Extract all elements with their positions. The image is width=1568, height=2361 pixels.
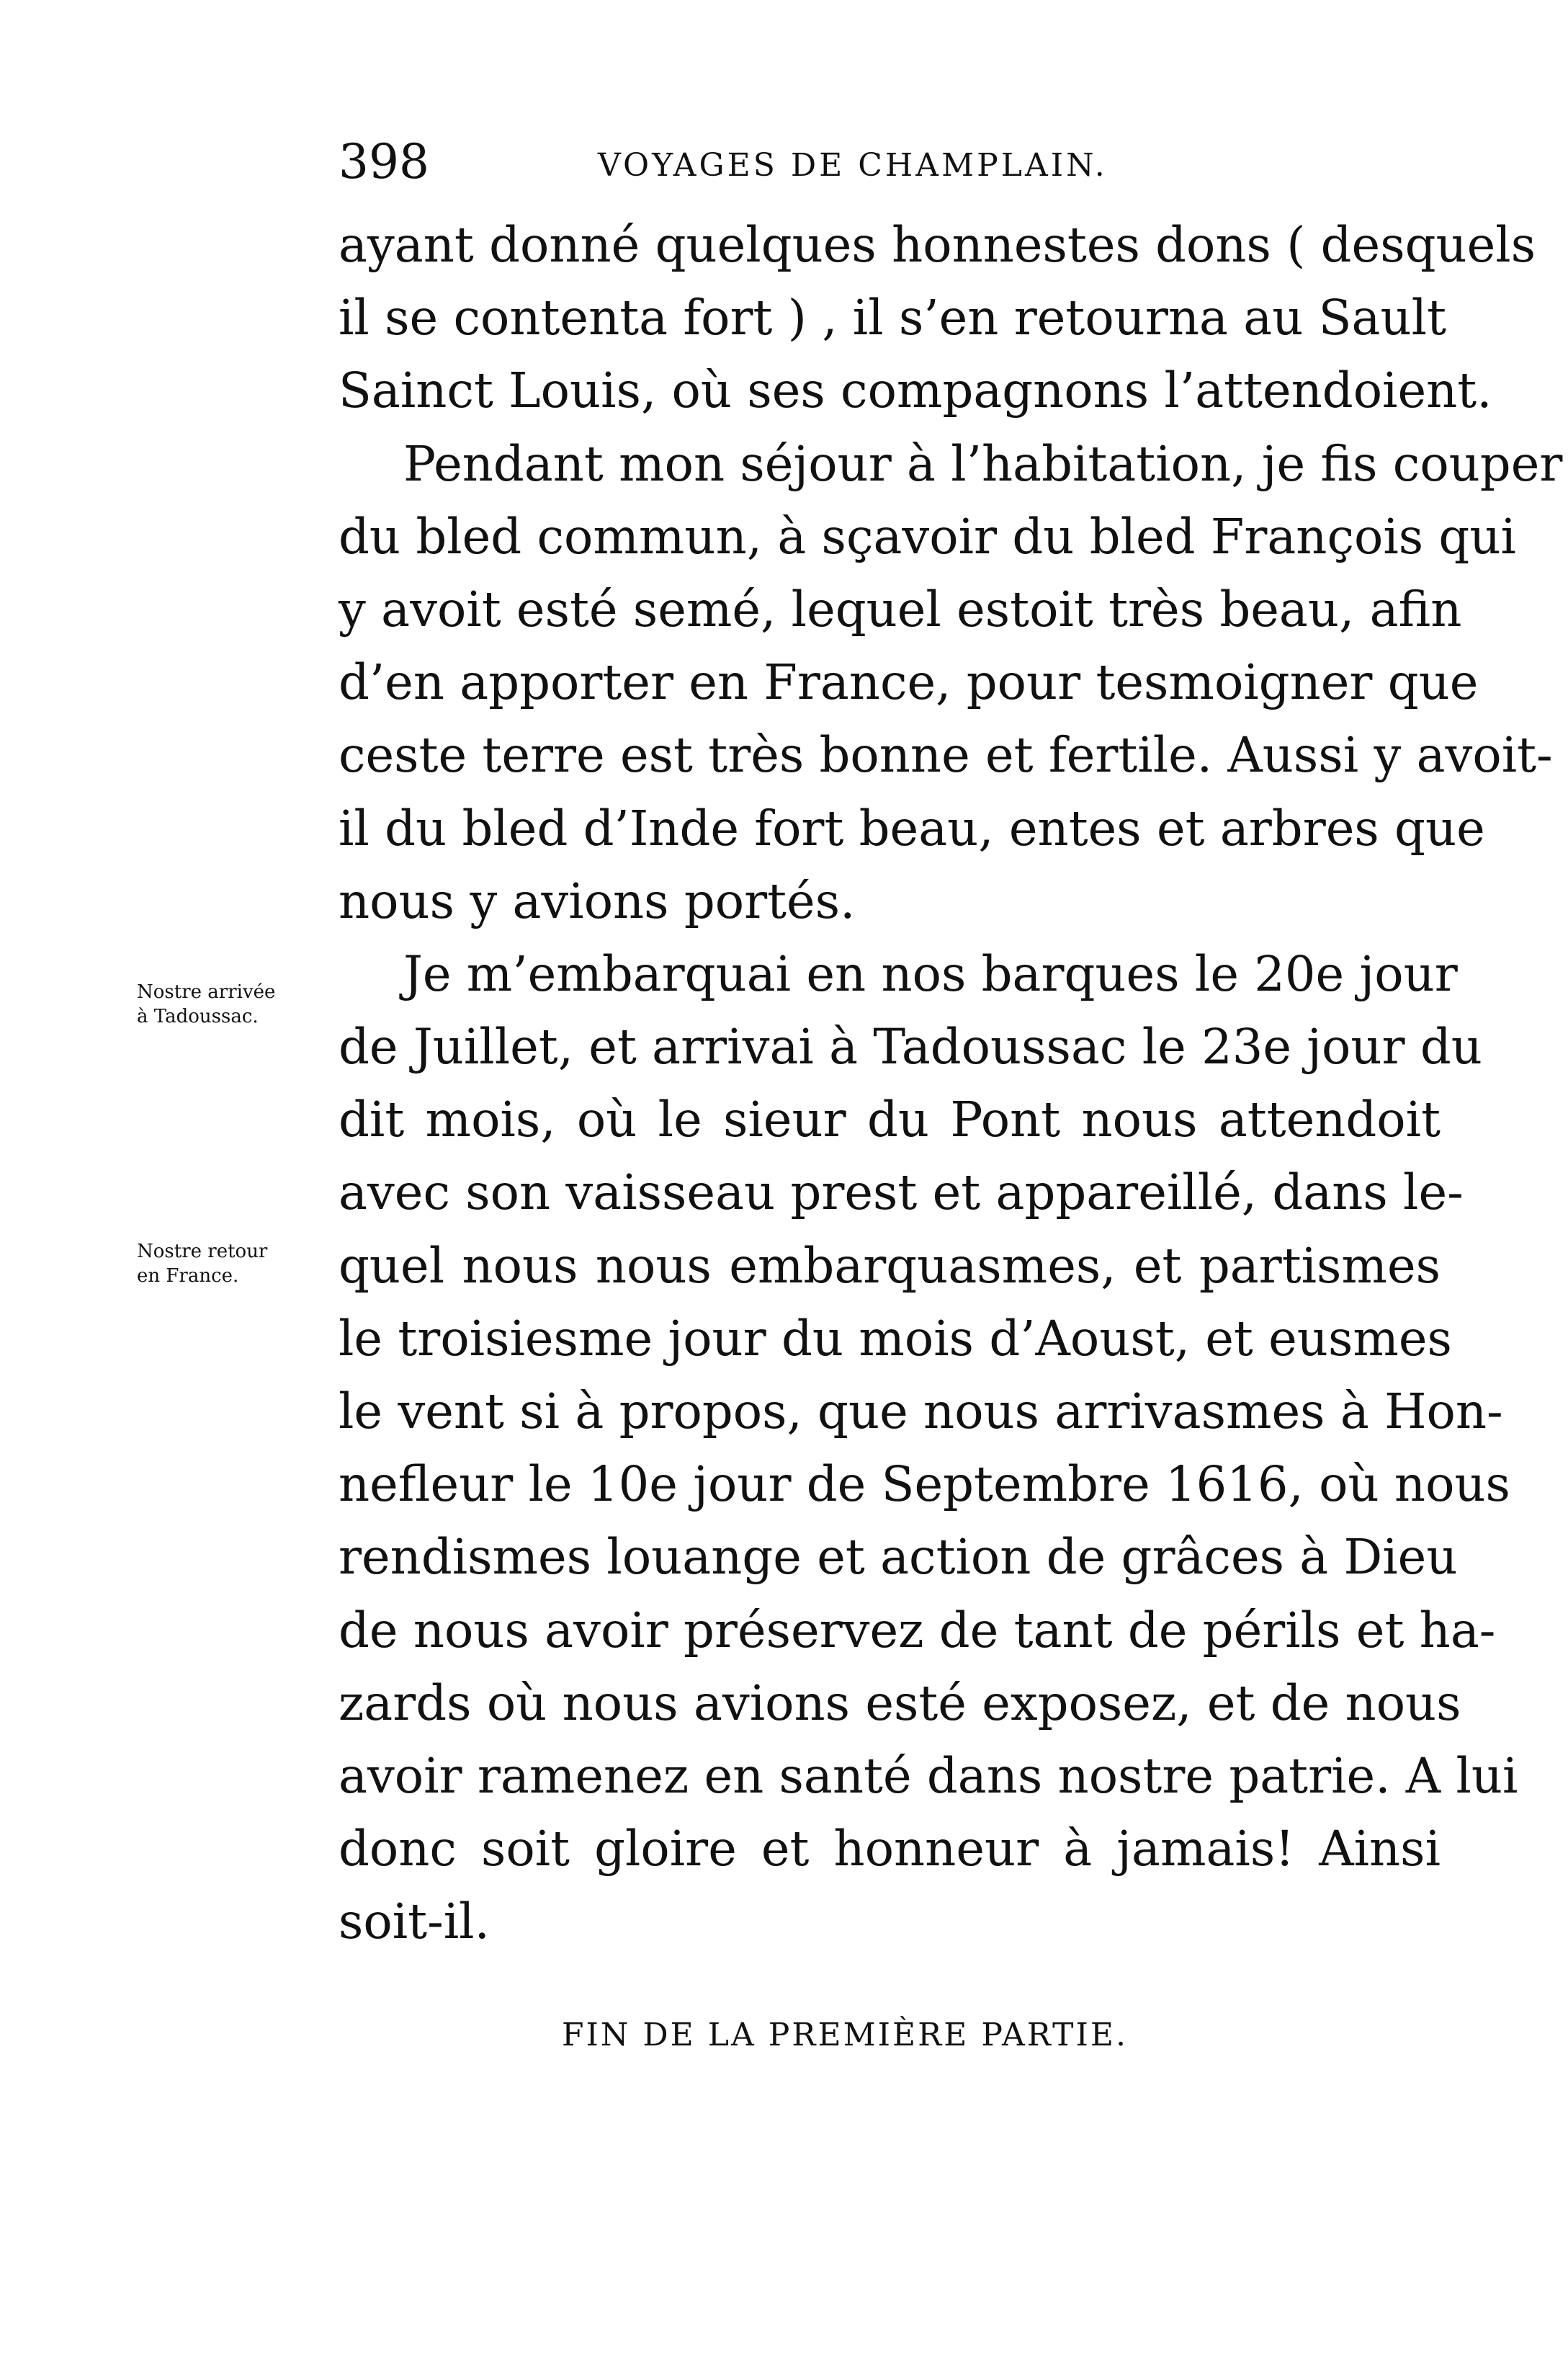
end-of-part-mark: FIN DE LA PREMIÈRE PARTIE. — [562, 2017, 1128, 2053]
text-line: dit mois, où le sieur du Pont nous attendoit — [339, 1092, 1441, 1148]
running-head — [339, 130, 1448, 195]
text-line: nous y avions portés. — [339, 872, 856, 929]
page-number: 398 — [339, 134, 429, 189]
margin-note-line: Nostre retour — [137, 1241, 268, 1262]
text-line: de Juillet, et arrivai à Tadoussac le 23e jour du — [339, 1019, 1482, 1076]
text-line: rendismes louange et action de grâces à Dieu — [339, 1529, 1458, 1586]
text-line: du bled commun, à sçavoir du bled François qui — [339, 508, 1516, 565]
body-text — [339, 209, 1563, 1959]
text-line: quel nous nous embarquasmes, et partismes — [339, 1237, 1441, 1294]
text-line: soit-il. — [339, 1893, 490, 1950]
text-line: Sainct Louis, où ses compagnons l’attendoient. — [339, 362, 1492, 419]
margin-note-arrival — [137, 980, 339, 1029]
text-line: Pendant mon séjour à l’habitation, je fis couper — [403, 435, 1563, 492]
text-line: donc soit gloire et honneur à jamais! Ainsi — [339, 1821, 1441, 1878]
text-line: avec son vaisseau prest et appareillé, dans le- — [339, 1164, 1464, 1221]
text-line: y avoit esté semé, lequel estoit très beau, afin — [339, 581, 1462, 638]
text-line: Je m’embarquai en nos barques le 20e jour — [403, 945, 1458, 1002]
margin-note-line: Nostre arrivée — [137, 981, 276, 1003]
text-line: de nous avoir préservez de tant de périls et ha- — [339, 1602, 1496, 1659]
text-line: zards où nous avions esté exposez, et de nous — [339, 1674, 1461, 1731]
text-line: le troisiesme jour du mois d’Aoust, et eusmes — [339, 1310, 1452, 1367]
text-line: ceste terre est très bonne et fertile. Aussi y avoit- — [339, 727, 1553, 784]
text-line: nefleur le 10e jour de Septembre 1616, où nous — [339, 1456, 1510, 1513]
margin-note-line: en France. — [137, 1265, 239, 1287]
margin-note-line: à Tadoussac. — [137, 1006, 259, 1027]
text-line: le vent si à propos, que nous arrivasmes à Hon- — [339, 1383, 1503, 1440]
text-line: il du bled d’Inde fort beau, entes et arbres que — [339, 800, 1485, 857]
text-line: il se contenta fort ) , il s’en retourna au Sault — [339, 290, 1446, 347]
text-line: d’en apporter en France, pour tesmoigner que — [339, 654, 1479, 711]
text-line: avoir ramenez en santé dans nostre patrie. A lui — [339, 1747, 1518, 1804]
text-line: ayant donné quelques honnestes dons ( desquels — [339, 217, 1536, 273]
running-title: VOYAGES DE CHAMPLAIN. — [598, 147, 1108, 184]
margin-note-return — [137, 1239, 339, 1288]
